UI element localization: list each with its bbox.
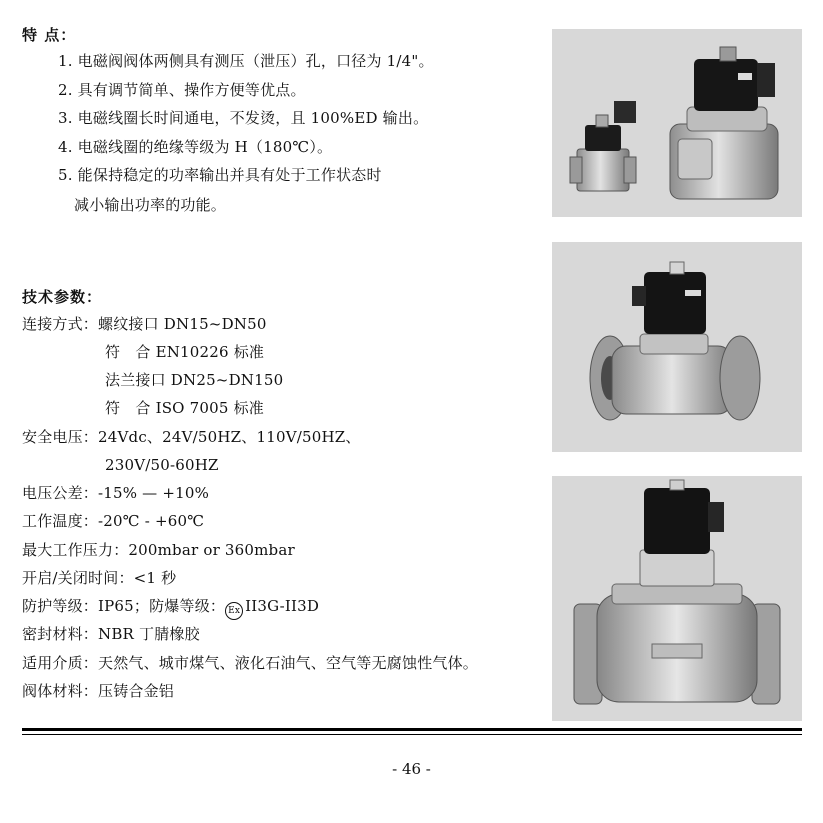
feature-item-3: 3. 电磁线圈长时间通电，不发烫，且 100%ED 输出。 [58,109,429,127]
feature-item-4: 4. 电磁线圈的绝缘等级为 H（180℃）。 [58,138,333,156]
page-number: - 46 - [392,760,431,778]
product-photo-threaded-valves [552,29,802,217]
spec-seal-material: 密封材料：NBR 丁腈橡胶 [22,625,200,643]
threaded-valves-illustration [552,29,802,217]
ex-symbol-icon: Ex [225,602,243,620]
spec-voltage-tolerance: 电压公差：-15% — +10% [22,484,210,502]
spec-body-material: 阀体材料：压铸合金铝 [22,682,175,700]
feature-item-5: 5. 能保持稳定的功率输出并具有处于工作状态时 [58,166,382,184]
spec-connection: 连接方式：螺纹接口 DN15~DN50 [22,315,267,333]
spec-open-close-time: 开启/关闭时间：<1 秒 [22,569,177,587]
product-photo-large-flanged-valve [552,476,802,721]
spec-connection-flange: 法兰接口 DN25~DN150 [105,371,284,389]
spec-max-pressure: 最大工作压力：200mbar or 360mbar [22,541,295,559]
spec-connection-std-1: 符 合 EN10226 标准 [105,343,265,361]
feature-item-5-cont: 减小输出功率的功能。 [74,196,227,214]
spec-protection-label: 防护等级：IP65；防爆等级： [22,597,226,615]
features-heading: 特 点： [22,26,77,44]
feature-item-1: 1. 电磁阀阀体两侧具有测压（泄压）孔，口径为 1/4"。 [58,52,434,70]
specs-heading: 技术参数： [22,288,103,306]
spec-voltage-cont: 230V/50-60HZ [105,456,219,474]
feature-item-2: 2. 具有调节简单、操作方便等优点。 [58,81,306,99]
footer-rule-thick [22,728,802,731]
spec-protection [22,596,319,620]
spec-medium: 适用介质：天然气、城市煤气、液化石油气、空气等无腐蚀性气体。 [22,654,479,672]
flanged-valve-illustration [552,242,802,452]
spec-protection-value: II3G-II3D [245,597,320,615]
spec-temperature: 工作温度：-20℃ - +60℃ [22,512,205,530]
large-flanged-valve-illustration [552,476,802,721]
footer-rule-thin [22,734,802,735]
spec-connection-std-2: 符 合 ISO 7005 标准 [105,399,264,417]
spec-voltage: 安全电压：24Vdc、24V/50HZ、110V/50HZ、 [22,428,361,446]
product-photo-flanged-valve [552,242,802,452]
